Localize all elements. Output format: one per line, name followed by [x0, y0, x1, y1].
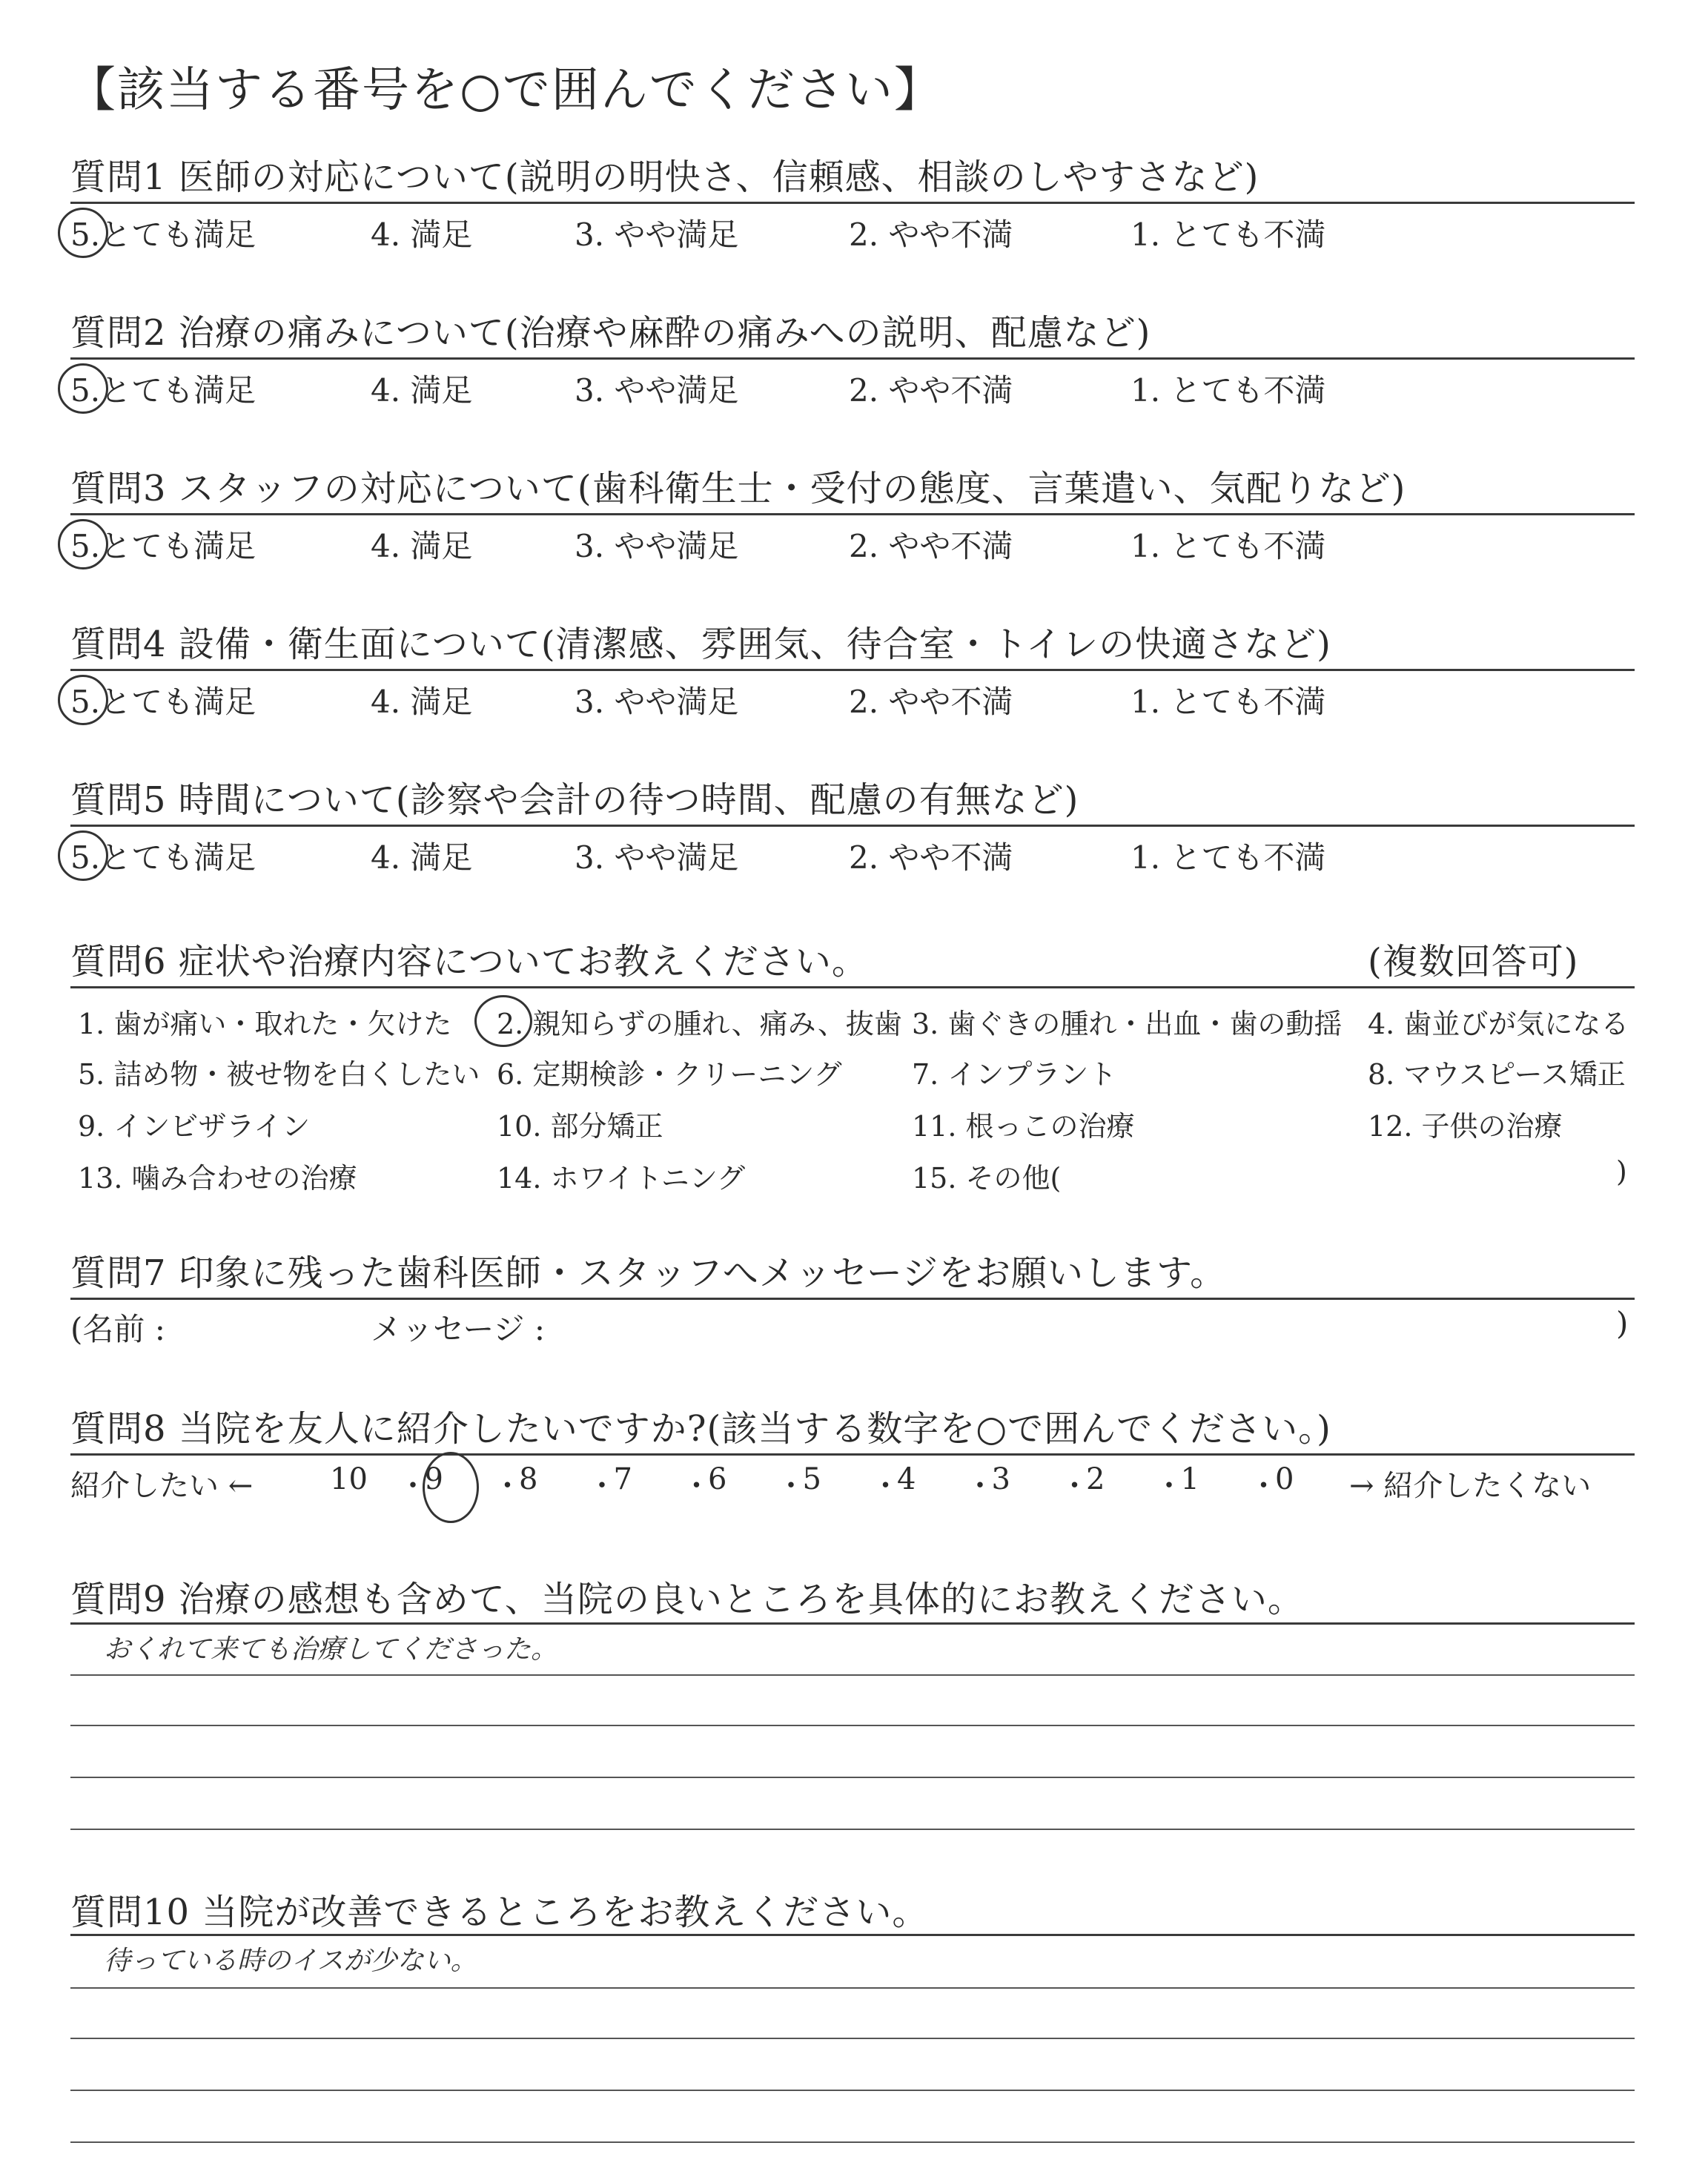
- q5-option-2[interactable]: 2. やや不満: [849, 839, 1013, 876]
- q5-option-4[interactable]: 4. 満足: [371, 839, 473, 876]
- q7-name-label: (名前 :: [70, 1311, 165, 1347]
- q6-option-9[interactable]: 9. インビザライン: [78, 1110, 311, 1143]
- q10-rule: [70, 1934, 1635, 1936]
- q7-rule: [70, 1298, 1635, 1300]
- q1-option-5[interactable]: 5.とても満足: [70, 217, 256, 253]
- q6-other-close-paren: ): [1616, 1155, 1627, 1188]
- q10-title: 質問10 当院が改善できるところをお教えください。: [70, 1892, 929, 1933]
- q3-rule: [70, 513, 1635, 515]
- q6-option-6[interactable]: 6. 定期検診・クリーニング: [497, 1058, 842, 1091]
- q2-selection-circle: [58, 363, 108, 414]
- q8-scale-3[interactable]: 3: [991, 1462, 1010, 1496]
- q3-option-5[interactable]: 5.とても満足: [70, 528, 256, 564]
- q5-rule: [70, 825, 1635, 827]
- q8-title: 質問8 当院を友人に紹介したいですか?(該当する数字を○で囲んでください。): [70, 1408, 1331, 1450]
- q4-rule: [70, 669, 1635, 671]
- q8-scale-separator: ・: [776, 1469, 806, 1503]
- q3-option-2[interactable]: 2. やや不満: [849, 528, 1013, 564]
- q8-scale-separator: ・: [681, 1469, 712, 1503]
- q4-option-2[interactable]: 2. やや不満: [849, 684, 1013, 720]
- q4-selection-circle: [58, 675, 108, 725]
- q4-option-3[interactable]: 3. やや満足: [575, 684, 739, 720]
- q6-option-2[interactable]: 2. 親知らずの腫れ、痛み、抜歯: [497, 1008, 902, 1040]
- q4-option-4[interactable]: 4. 満足: [371, 684, 473, 720]
- q3-title: 質問3 スタッフの対応について(歯科衛生士・受付の態度、言葉遣い、気配りなど): [70, 468, 1406, 509]
- q5-title: 質問5 時間について(診察や会計の待つ時間、配慮の有無など): [70, 779, 1079, 821]
- q8-right-label: → 紹介したくない: [1349, 1469, 1592, 1503]
- q5-option-3[interactable]: 3. やや満足: [575, 839, 739, 876]
- q1-option-2[interactable]: 2. やや不満: [849, 217, 1013, 253]
- instruction-heading: 【該当する番号を○で囲んでください】: [68, 63, 943, 118]
- q4-option-1[interactable]: 1. とても不満: [1131, 684, 1326, 720]
- q7-close-paren: ): [1616, 1305, 1629, 1341]
- q5-selection-circle: [58, 830, 108, 881]
- q5-option-1[interactable]: 1. とても不満: [1131, 839, 1326, 876]
- q7-title: 質問7 印象に残った歯科医師・スタッフへメッセージをお願いします。: [70, 1252, 1227, 1294]
- q6-option-3[interactable]: 3. 歯ぐきの腫れ・出血・歯の動揺: [912, 1008, 1343, 1040]
- q3-option-3[interactable]: 3. やや満足: [575, 528, 739, 564]
- q6-option-11[interactable]: 11. 根っこの治療: [912, 1110, 1135, 1143]
- q9-handwritten-answer: おくれて来ても治療してくださった。: [104, 1634, 558, 1665]
- q8-scale-4[interactable]: 4: [897, 1462, 916, 1496]
- q6-option-4[interactable]: 4. 歯並びが気になる: [1368, 1008, 1629, 1040]
- q9-title: 質問9 治療の感想も含めて、当院の良いところを具体的にお教えください。: [70, 1579, 1304, 1620]
- q6-option-10[interactable]: 10. 部分矯正: [497, 1110, 663, 1143]
- q8-scale-10[interactable]: 10: [330, 1462, 368, 1496]
- q9-line-4: [70, 1829, 1635, 1830]
- q2-rule: [70, 357, 1635, 360]
- q5-option-5[interactable]: 5.とても満足: [70, 839, 256, 876]
- q1-option-1[interactable]: 1. とても不満: [1131, 217, 1326, 253]
- q8-scale-separator: ・: [492, 1469, 523, 1503]
- q4-title: 質問4 設備・衛生面について(清潔感、雰囲気、待合室・トイレの快適さなど): [70, 624, 1331, 665]
- q8-scale-7[interactable]: 7: [613, 1462, 632, 1496]
- q6-option-13[interactable]: 13. 噛み合わせの治療: [78, 1162, 357, 1195]
- q2-option-5[interactable]: 5.とても満足: [70, 372, 256, 409]
- q10-line-3: [70, 2090, 1635, 2091]
- q6-option-12[interactable]: 12. 子供の治療: [1368, 1110, 1563, 1143]
- q6-option-14[interactable]: 14. ホワイトニング: [497, 1162, 746, 1195]
- q2-title: 質問2 治療の痛みについて(治療や麻酔の痛みへの説明、配慮など): [70, 312, 1151, 354]
- q8-scale-6[interactable]: 6: [708, 1462, 727, 1496]
- q9-line-2: [70, 1725, 1635, 1726]
- q6-rule: [70, 986, 1635, 988]
- q9-line-1: [70, 1674, 1635, 1676]
- q8-scale-separator: ・: [870, 1469, 901, 1503]
- q8-scale-8[interactable]: 8: [519, 1462, 538, 1496]
- q10-line-4: [70, 2141, 1635, 2143]
- q8-scale-separator: ・: [398, 1469, 428, 1503]
- q8-scale-separator: ・: [1059, 1469, 1090, 1503]
- q1-option-3[interactable]: 3. やや満足: [575, 217, 739, 253]
- q8-scale-separator: ・: [1154, 1469, 1184, 1503]
- q2-option-4[interactable]: 4. 満足: [371, 372, 473, 409]
- q7-message-label: メッセージ :: [371, 1311, 545, 1347]
- q1-rule: [70, 202, 1635, 204]
- q10-line-1: [70, 1987, 1635, 1989]
- q3-option-4[interactable]: 4. 満足: [371, 528, 473, 564]
- q2-option-1[interactable]: 1. とても不満: [1131, 372, 1326, 409]
- q6-title: 質問6 症状や治療内容についてお教えください。: [70, 941, 868, 982]
- q8-scale-2[interactable]: 2: [1086, 1462, 1105, 1496]
- q8-selection-circle: [423, 1452, 479, 1523]
- q8-left-label: 紹介したい ←: [70, 1469, 254, 1503]
- q8-scale-0[interactable]: 0: [1275, 1462, 1294, 1496]
- q6-note: (複数回答可): [1368, 941, 1579, 982]
- q4-option-5[interactable]: 5.とても満足: [70, 684, 256, 720]
- q8-scale-1[interactable]: 1: [1180, 1462, 1199, 1496]
- q6-option-7[interactable]: 7. インプラント: [912, 1058, 1117, 1091]
- q1-title: 質問1 医師の対応について(説明の明快さ、信頼感、相談のしやすさなど): [70, 156, 1260, 198]
- q6-selection-circle: [474, 995, 532, 1047]
- q6-option-15[interactable]: 15. その他(: [912, 1162, 1062, 1195]
- q8-scale-9[interactable]: 9: [424, 1462, 443, 1496]
- q10-line-2: [70, 2038, 1635, 2039]
- q6-option-8[interactable]: 8. マウスピース矯正: [1368, 1058, 1626, 1091]
- q6-option-5[interactable]: 5. 詰め物・被せ物を白くしたい: [78, 1058, 480, 1091]
- q8-scale-separator: ・: [587, 1469, 617, 1503]
- q2-option-3[interactable]: 3. やや満足: [575, 372, 739, 409]
- q1-option-4[interactable]: 4. 満足: [371, 217, 473, 253]
- q8-scale-5[interactable]: 5: [802, 1462, 821, 1496]
- q8-scale-separator: ・: [1248, 1469, 1279, 1503]
- q1-selection-circle: [58, 208, 108, 258]
- q3-option-1[interactable]: 1. とても不満: [1131, 528, 1326, 564]
- q9-line-3: [70, 1777, 1635, 1778]
- q8-rule: [70, 1453, 1635, 1456]
- q8-scale-separator: ・: [965, 1469, 995, 1503]
- q3-selection-circle: [58, 519, 108, 569]
- q6-option-1[interactable]: 1. 歯が痛い・取れた・欠けた: [78, 1008, 452, 1040]
- q10-handwritten-answer: 待っている時のイスが少ない。: [104, 1946, 477, 1976]
- q2-option-2[interactable]: 2. やや不満: [849, 372, 1013, 409]
- q9-rule: [70, 1622, 1635, 1625]
